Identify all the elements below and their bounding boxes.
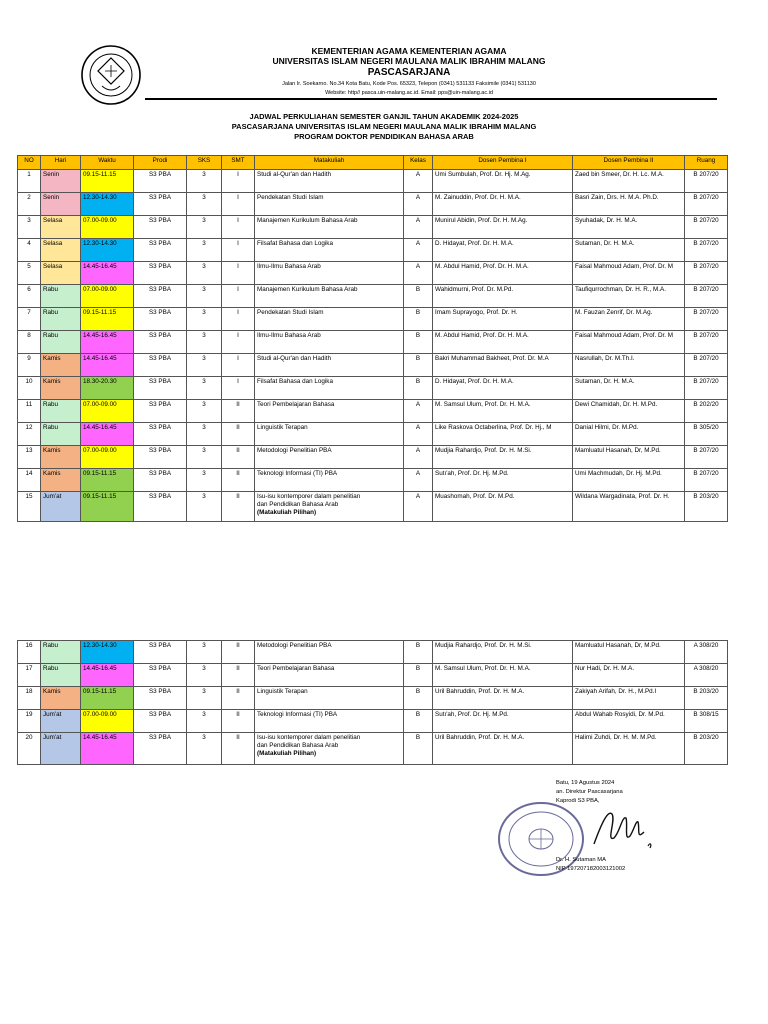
cell-waktu: 09.15-11.15 bbox=[81, 170, 134, 193]
cell-kelas: A bbox=[404, 446, 433, 469]
cell-hari: Rabu bbox=[41, 308, 81, 331]
cell-no: 20 bbox=[18, 733, 41, 765]
matakuliah-line: (Matakuliah Pilihan) bbox=[257, 750, 317, 757]
cell-no: 7 bbox=[18, 308, 41, 331]
cell-sks: 3 bbox=[187, 239, 222, 262]
cell-sks: 3 bbox=[187, 331, 222, 354]
cell-ruang: B 207/20 bbox=[685, 262, 728, 285]
cell-matakuliah: Studi al-Qur'an dan Hadith bbox=[255, 170, 404, 193]
document-title bbox=[0, 112, 768, 142]
cell-matakuliah: Studi al-Qur'an dan Hadith bbox=[255, 354, 404, 377]
col-header-no: NO bbox=[18, 156, 41, 170]
cell-kelas: B bbox=[404, 308, 433, 331]
cell-dosen-1: Imam Suprayogo, Prof. Dr. H. bbox=[433, 308, 573, 331]
cell-matakuliah: Metodologi Penelitian PBA bbox=[255, 446, 404, 469]
table-row bbox=[18, 446, 728, 469]
cell-matakuliah: Pendekatan Studi Islam bbox=[255, 308, 404, 331]
table-row bbox=[18, 308, 728, 331]
table-row bbox=[18, 492, 728, 522]
cell-smt: II bbox=[222, 710, 255, 733]
cell-waktu: 09.15-11.15 bbox=[81, 308, 134, 331]
cell-hari: Kamis bbox=[41, 354, 81, 377]
faculty-name: PASCASARJANA bbox=[367, 67, 451, 78]
cell-waktu: 09.15-11.15 bbox=[81, 492, 134, 522]
cell-waktu: 14.45-16.45 bbox=[81, 733, 134, 765]
cell-dosen-1: Uril Bahruddin, Prof. Dr. H. M.A. bbox=[433, 687, 573, 710]
cell-smt: II bbox=[222, 664, 255, 687]
cell-sks: 3 bbox=[187, 641, 222, 664]
cell-no: 19 bbox=[18, 710, 41, 733]
cell-no: 2 bbox=[18, 193, 41, 216]
cell-no: 11 bbox=[18, 400, 41, 423]
cell-prodi: S3 PBA bbox=[134, 423, 187, 446]
col-header-kelas: Kelas bbox=[404, 156, 433, 170]
title-line-2: PASCASARJANA UNIVERSITAS ISLAM NEGERI MAULANA MALIK IBRAHIM MALANG bbox=[231, 122, 537, 131]
cell-dosen-2: Faisal Mahmoud Adam, Prof. Dr. M bbox=[573, 331, 685, 354]
cell-sks: 3 bbox=[187, 469, 222, 492]
col-header-prodi: Prodi bbox=[134, 156, 187, 170]
title-line-3: PROGRAM DOKTOR PENDIDIKAN BAHASA ARAB bbox=[294, 132, 474, 141]
cell-dosen-1: Wahidmurni, Prof. Dr. M.Pd. bbox=[433, 285, 573, 308]
cell-ruang: B 305/20 bbox=[685, 423, 728, 446]
sign-role-2: Kaprodi S3 PBA, bbox=[556, 798, 600, 804]
signature-block bbox=[556, 779, 625, 874]
cell-dosen-2: Abdul Wahab Rosyidi, Dr. M.Pd. bbox=[573, 710, 685, 733]
cell-waktu: 09.15-11.15 bbox=[81, 687, 134, 710]
table-row bbox=[18, 331, 728, 354]
cell-kelas: A bbox=[404, 400, 433, 423]
header-divider bbox=[145, 98, 717, 100]
matakuliah-line: Isu-isu kontemporer dalam penelitian bbox=[257, 493, 361, 500]
cell-smt: II bbox=[222, 687, 255, 710]
table-row bbox=[18, 469, 728, 492]
cell-dosen-2: Nasrullah, Dr. M.Th.I. bbox=[573, 354, 685, 377]
table-row bbox=[18, 423, 728, 446]
table-row bbox=[18, 687, 728, 710]
title-line-1: JADWAL PERKULIAHAN SEMESTER GANJIL TAHUN AKADEMIK 2024-2025 bbox=[249, 112, 519, 121]
cell-smt: II bbox=[222, 641, 255, 664]
cell-hari: Rabu bbox=[41, 423, 81, 446]
cell-prodi: S3 PBA bbox=[134, 664, 187, 687]
cell-matakuliah: Teori Pembelajaran Bahasa bbox=[255, 664, 404, 687]
col-header-ruang: Ruang bbox=[685, 156, 728, 170]
cell-prodi: S3 PBA bbox=[134, 492, 187, 522]
cell-sks: 3 bbox=[187, 446, 222, 469]
cell-dosen-2: Umi Machmudah, Dr. Hj. M.Pd. bbox=[573, 469, 685, 492]
cell-kelas: B bbox=[404, 664, 433, 687]
cell-kelas: B bbox=[404, 687, 433, 710]
cell-ruang: B 207/20 bbox=[685, 239, 728, 262]
cell-hari: Selasa bbox=[41, 262, 81, 285]
cell-ruang: B 207/20 bbox=[685, 216, 728, 239]
letterhead bbox=[0, 0, 768, 110]
cell-hari: Kamis bbox=[41, 687, 81, 710]
cell-waktu: 07.00-09.00 bbox=[81, 446, 134, 469]
cell-matakuliah: Filsafat Bahasa dan Logika bbox=[255, 377, 404, 400]
cell-hari: Selasa bbox=[41, 239, 81, 262]
cell-no: 17 bbox=[18, 664, 41, 687]
cell-sks: 3 bbox=[187, 170, 222, 193]
cell-smt: I bbox=[222, 285, 255, 308]
cell-smt: I bbox=[222, 308, 255, 331]
cell-matakuliah: Ilmu-Ilmu Bahasa Arab bbox=[255, 262, 404, 285]
cell-no: 10 bbox=[18, 377, 41, 400]
cell-no: 9 bbox=[18, 354, 41, 377]
cell-hari: Senin bbox=[41, 193, 81, 216]
cell-no: 14 bbox=[18, 469, 41, 492]
university-name: UNIVERSITAS ISLAM NEGERI MAULANA MALIK IBRAHIM MALANG bbox=[272, 56, 546, 66]
cell-dosen-2: Syuhadak, Dr. H. M.A. bbox=[573, 216, 685, 239]
cell-prodi: S3 PBA bbox=[134, 239, 187, 262]
cell-waktu: 18.30-20.30 bbox=[81, 377, 134, 400]
cell-smt: I bbox=[222, 331, 255, 354]
cell-dosen-1: Sutı'ah, Prof. Dr. Hj. M.Pd. bbox=[433, 469, 573, 492]
cell-sks: 3 bbox=[187, 285, 222, 308]
cell-dosen-2: Taufiqurrochman, Dr. H. R., M.A. bbox=[573, 285, 685, 308]
cell-prodi: S3 PBA bbox=[134, 641, 187, 664]
cell-hari: Jum'at bbox=[41, 733, 81, 765]
col-header-smt: SMT bbox=[222, 156, 255, 170]
cell-matakuliah bbox=[255, 733, 404, 765]
cell-dosen-1: Sutı'ah, Prof. Dr. Hj. M.Pd. bbox=[433, 710, 573, 733]
cell-matakuliah bbox=[255, 492, 404, 522]
cell-smt: I bbox=[222, 377, 255, 400]
cell-hari: Rabu bbox=[41, 400, 81, 423]
cell-no: 16 bbox=[18, 641, 41, 664]
cell-waktu: 07.00-09.00 bbox=[81, 400, 134, 423]
cell-dosen-2: M. Fauzan Zenrif, Dr. M.Ag. bbox=[573, 308, 685, 331]
cell-hari: Kamis bbox=[41, 469, 81, 492]
cell-waktu: 14.45-16.45 bbox=[81, 423, 134, 446]
cell-dosen-2: Sutaman, Dr. H. M.A. bbox=[573, 377, 685, 400]
cell-prodi: S3 PBA bbox=[134, 354, 187, 377]
cell-ruang: B 202/20 bbox=[685, 400, 728, 423]
cell-smt: II bbox=[222, 469, 255, 492]
cell-smt: II bbox=[222, 733, 255, 765]
table-row bbox=[18, 239, 728, 262]
table-row bbox=[18, 664, 728, 687]
cell-hari: Jum'at bbox=[41, 492, 81, 522]
cell-kelas: A bbox=[404, 262, 433, 285]
cell-ruang: B 207/20 bbox=[685, 446, 728, 469]
cell-dosen-1: M. Samsul Ulum, Prof. Dr. H. M.A. bbox=[433, 400, 573, 423]
cell-prodi: S3 PBA bbox=[134, 710, 187, 733]
col-header-waktu: Waktu bbox=[81, 156, 134, 170]
cell-matakuliah: Pendekatan Studi Islam bbox=[255, 193, 404, 216]
sign-role-1: an. Direktur Pascasarjana bbox=[556, 789, 623, 795]
cell-sks: 3 bbox=[187, 664, 222, 687]
cell-matakuliah: Manajemen Kurikulum Bahasa Arab bbox=[255, 285, 404, 308]
cell-smt: II bbox=[222, 400, 255, 423]
cell-kelas: B bbox=[404, 733, 433, 765]
cell-hari: Rabu bbox=[41, 664, 81, 687]
cell-matakuliah: Filsafat Bahasa dan Logika bbox=[255, 239, 404, 262]
cell-no: 8 bbox=[18, 331, 41, 354]
cell-dosen-2: Zaed bin Smeer, Dr. H. Lc. M.A. bbox=[573, 170, 685, 193]
cell-sks: 3 bbox=[187, 354, 222, 377]
cell-hari: Rabu bbox=[41, 641, 81, 664]
cell-dosen-1: Mudjia Rahardjo, Prof. Dr. H. M.Si. bbox=[433, 446, 573, 469]
cell-prodi: S3 PBA bbox=[134, 377, 187, 400]
ministry-name: KEMENTERIAN AGAMA KEMENTERIAN AGAMA bbox=[311, 46, 507, 56]
table-row bbox=[18, 710, 728, 733]
cell-ruang: B 207/20 bbox=[685, 354, 728, 377]
cell-ruang: B 203/20 bbox=[685, 687, 728, 710]
table-row bbox=[18, 216, 728, 239]
cell-prodi: S3 PBA bbox=[134, 170, 187, 193]
cell-prodi: S3 PBA bbox=[134, 400, 187, 423]
cell-matakuliah: Teknologi Informasi (TI) PBA bbox=[255, 710, 404, 733]
cell-hari: Rabu bbox=[41, 285, 81, 308]
cell-dosen-1: D. Hidayat, Prof. Dr. H. M.A. bbox=[433, 377, 573, 400]
table-row bbox=[18, 400, 728, 423]
cell-dosen-1: Umi Sumbulah, Prof. Dr. Hj. M.Ag. bbox=[433, 170, 573, 193]
cell-smt: I bbox=[222, 170, 255, 193]
cell-no: 5 bbox=[18, 262, 41, 285]
cell-ruang: B 207/20 bbox=[685, 469, 728, 492]
cell-matakuliah: Teknologi Informasi (TI) PBA bbox=[255, 469, 404, 492]
cell-sks: 3 bbox=[187, 400, 222, 423]
cell-kelas: B bbox=[404, 285, 433, 308]
cell-dosen-1: Like Raskova Octaberlina, Prof. Dr. Hj., M bbox=[433, 423, 573, 446]
cell-prodi: S3 PBA bbox=[134, 331, 187, 354]
sign-date: Batu, 19 Agustus 2024 bbox=[556, 780, 615, 786]
matakuliah-line: dan Pendidikan Bahasa Arab bbox=[257, 501, 339, 508]
matakuliah-line: (Matakuliah Pilihan) bbox=[257, 509, 317, 516]
cell-sks: 3 bbox=[187, 733, 222, 765]
cell-kelas: B bbox=[404, 354, 433, 377]
cell-kelas: B bbox=[404, 331, 433, 354]
address-line: Jalan Ir. Soekarno. No.34 Kota Batu, Kode Pos. 65323, Telepon (0341) 531133 Faksimile (0341) 531130 bbox=[282, 81, 536, 87]
cell-sks: 3 bbox=[187, 710, 222, 733]
cell-dosen-2: Danial Hilmi, Dr. M.Pd. bbox=[573, 423, 685, 446]
cell-dosen-2: Nur Hadi, Dr. H. M.A. bbox=[573, 664, 685, 687]
cell-waktu: 14.45-16.45 bbox=[81, 262, 134, 285]
schedule-table-part-1 bbox=[17, 155, 728, 522]
col-header-dosen-2: Dosen Pembina II bbox=[573, 156, 685, 170]
cell-no: 18 bbox=[18, 687, 41, 710]
cell-dosen-2: Faisal Mahmoud Adam, Prof. Dr. M bbox=[573, 262, 685, 285]
cell-kelas: A bbox=[404, 193, 433, 216]
col-header-dosen-1: Dosen Pembina I bbox=[433, 156, 573, 170]
col-header-matakuliah: Matakuliah bbox=[255, 156, 404, 170]
cell-smt: II bbox=[222, 446, 255, 469]
cell-ruang: B 308/15 bbox=[685, 710, 728, 733]
cell-kelas: A bbox=[404, 492, 433, 522]
cell-dosen-1: Bakri Muhammad Bakheet, Prof. Dr. M.A bbox=[433, 354, 573, 377]
cell-sks: 3 bbox=[187, 193, 222, 216]
cell-ruang: B 207/20 bbox=[685, 308, 728, 331]
cell-dosen-2: Wildana Wargadinata, Prof. Dr. H. bbox=[573, 492, 685, 522]
cell-dosen-1: M. Abdul Hamid, Prof. Dr. H. M.A. bbox=[433, 331, 573, 354]
matakuliah-line: Isu-isu kontemporer dalam penelitian bbox=[257, 734, 361, 741]
cell-smt: I bbox=[222, 262, 255, 285]
sign-name: Dr. H. Sutaman MA bbox=[556, 857, 606, 863]
cell-no: 3 bbox=[18, 216, 41, 239]
cell-waktu: 12.30-14.30 bbox=[81, 193, 134, 216]
col-header-hari: Hari bbox=[41, 156, 81, 170]
cell-ruang: B 207/20 bbox=[685, 193, 728, 216]
cell-sks: 3 bbox=[187, 492, 222, 522]
table-row bbox=[18, 193, 728, 216]
cell-waktu: 14.45-16.45 bbox=[81, 354, 134, 377]
cell-waktu: 14.45-16.45 bbox=[81, 331, 134, 354]
cell-hari: Rabu bbox=[41, 331, 81, 354]
table-header-row bbox=[18, 156, 728, 170]
website-line: Website: http// pasca.uin-malang.ac.id. Email: pps@uin-malang.ac.id bbox=[325, 90, 493, 96]
cell-no: 12 bbox=[18, 423, 41, 446]
cell-dosen-2: Sutaman, Dr. H. M.A. bbox=[573, 239, 685, 262]
sign-nip: NIP 197207182003121002 bbox=[556, 866, 626, 872]
cell-dosen-1: D. Hidayat, Prof. Dr. H. M.A. bbox=[433, 239, 573, 262]
cell-smt: I bbox=[222, 239, 255, 262]
cell-smt: I bbox=[222, 354, 255, 377]
cell-no: 15 bbox=[18, 492, 41, 522]
cell-dosen-1: Munirul Abidin, Prof. Dr. H. M.Ag. bbox=[433, 216, 573, 239]
cell-no: 6 bbox=[18, 285, 41, 308]
cell-kelas: B bbox=[404, 377, 433, 400]
cell-waktu: 07.00-09.00 bbox=[81, 285, 134, 308]
cell-hari: Kamis bbox=[41, 446, 81, 469]
cell-prodi: S3 PBA bbox=[134, 216, 187, 239]
cell-sks: 3 bbox=[187, 216, 222, 239]
cell-sks: 3 bbox=[187, 308, 222, 331]
cell-dosen-1: Uril Bahruddin, Prof. Dr. H. M.A. bbox=[433, 733, 573, 765]
cell-dosen-1: M. Abdul Hamid, Prof. Dr. H. M.A. bbox=[433, 262, 573, 285]
cell-sks: 3 bbox=[187, 262, 222, 285]
cell-no: 1 bbox=[18, 170, 41, 193]
cell-dosen-1: M. Samsul Ulum, Prof. Dr. H. M.A. bbox=[433, 664, 573, 687]
cell-dosen-2: Basri Zain, Drs. H. M.A. Ph.D. bbox=[573, 193, 685, 216]
cell-sks: 3 bbox=[187, 423, 222, 446]
cell-hari: Selasa bbox=[41, 216, 81, 239]
cell-prodi: S3 PBA bbox=[134, 733, 187, 765]
table-row bbox=[18, 354, 728, 377]
cell-matakuliah: Metodologi Penelitian PBA bbox=[255, 641, 404, 664]
cell-ruang: A 308/20 bbox=[685, 664, 728, 687]
cell-hari: Jum'at bbox=[41, 710, 81, 733]
cell-waktu: 12.30-14.30 bbox=[81, 641, 134, 664]
cell-dosen-1: Muashomah, Prof. Dr. M.Pd. bbox=[433, 492, 573, 522]
cell-ruang: B 207/20 bbox=[685, 285, 728, 308]
schedule-table-part-2 bbox=[17, 640, 728, 765]
cell-prodi: S3 PBA bbox=[134, 308, 187, 331]
cell-matakuliah: Linguistik Terapan bbox=[255, 687, 404, 710]
cell-kelas: A bbox=[404, 239, 433, 262]
cell-ruang: A 308/20 bbox=[685, 641, 728, 664]
cell-kelas: B bbox=[404, 641, 433, 664]
cell-ruang: B 207/20 bbox=[685, 331, 728, 354]
cell-prodi: S3 PBA bbox=[134, 193, 187, 216]
cell-smt: I bbox=[222, 193, 255, 216]
cell-waktu: 14.45-16.45 bbox=[81, 664, 134, 687]
cell-prodi: S3 PBA bbox=[134, 262, 187, 285]
cell-kelas: A bbox=[404, 170, 433, 193]
cell-ruang: B 207/20 bbox=[685, 377, 728, 400]
cell-waktu: 07.00-09.00 bbox=[81, 710, 134, 733]
cell-waktu: 09.15-11.15 bbox=[81, 469, 134, 492]
cell-kelas: A bbox=[404, 469, 433, 492]
cell-waktu: 12.30-14.30 bbox=[81, 239, 134, 262]
table-row bbox=[18, 170, 728, 193]
cell-prodi: S3 PBA bbox=[134, 687, 187, 710]
cell-dosen-1: M. Zainuddin, Prof. Dr. H. M.A. bbox=[433, 193, 573, 216]
cell-matakuliah: Teori Pembelajaran Bahasa bbox=[255, 400, 404, 423]
cell-ruang: B 203/20 bbox=[685, 492, 728, 522]
table-row bbox=[18, 285, 728, 308]
cell-kelas: A bbox=[404, 216, 433, 239]
cell-dosen-2: Mamluatul Hasanah, Dr, M.Pd. bbox=[573, 446, 685, 469]
cell-no: 4 bbox=[18, 239, 41, 262]
cell-smt: II bbox=[222, 423, 255, 446]
cell-dosen-2: Dewi Chamidah, Dr. H. M.Pd. bbox=[573, 400, 685, 423]
cell-kelas: A bbox=[404, 423, 433, 446]
cell-matakuliah: Manajemen Kurikulum Bahasa Arab bbox=[255, 216, 404, 239]
table-row bbox=[18, 641, 728, 664]
cell-hari: Kamis bbox=[41, 377, 81, 400]
cell-dosen-2: Mamluatul Hasanah, Dr, M.Pd. bbox=[573, 641, 685, 664]
cell-matakuliah: Linguistik Terapan bbox=[255, 423, 404, 446]
cell-dosen-2: Halimi Zuhdi, Dr. H. M. M.Pd. bbox=[573, 733, 685, 765]
table-row bbox=[18, 733, 728, 765]
table-row bbox=[18, 262, 728, 285]
cell-matakuliah: Ilmu-Ilmu Bahasa Arab bbox=[255, 331, 404, 354]
cell-dosen-2: Zakiyah Arifah, Dr. H., M.Pd.I bbox=[573, 687, 685, 710]
col-header-sks: SKS bbox=[187, 156, 222, 170]
cell-prodi: S3 PBA bbox=[134, 469, 187, 492]
cell-sks: 3 bbox=[187, 687, 222, 710]
table-row bbox=[18, 377, 728, 400]
cell-prodi: S3 PBA bbox=[134, 446, 187, 469]
cell-sks: 3 bbox=[187, 377, 222, 400]
cell-smt: II bbox=[222, 492, 255, 522]
cell-prodi: S3 PBA bbox=[134, 285, 187, 308]
cell-dosen-1: Mudjia Rahardjo, Prof. Dr. H. M.Si. bbox=[433, 641, 573, 664]
cell-waktu: 07.00-09.00 bbox=[81, 216, 134, 239]
cell-ruang: B 203/20 bbox=[685, 733, 728, 765]
cell-no: 13 bbox=[18, 446, 41, 469]
university-seal-icon bbox=[80, 44, 142, 106]
cell-hari: Senin bbox=[41, 170, 81, 193]
cell-smt: I bbox=[222, 216, 255, 239]
cell-kelas: B bbox=[404, 710, 433, 733]
matakuliah-line: dan Pendidikan Bahasa Arab bbox=[257, 742, 339, 749]
cell-ruang: B 207/20 bbox=[685, 170, 728, 193]
